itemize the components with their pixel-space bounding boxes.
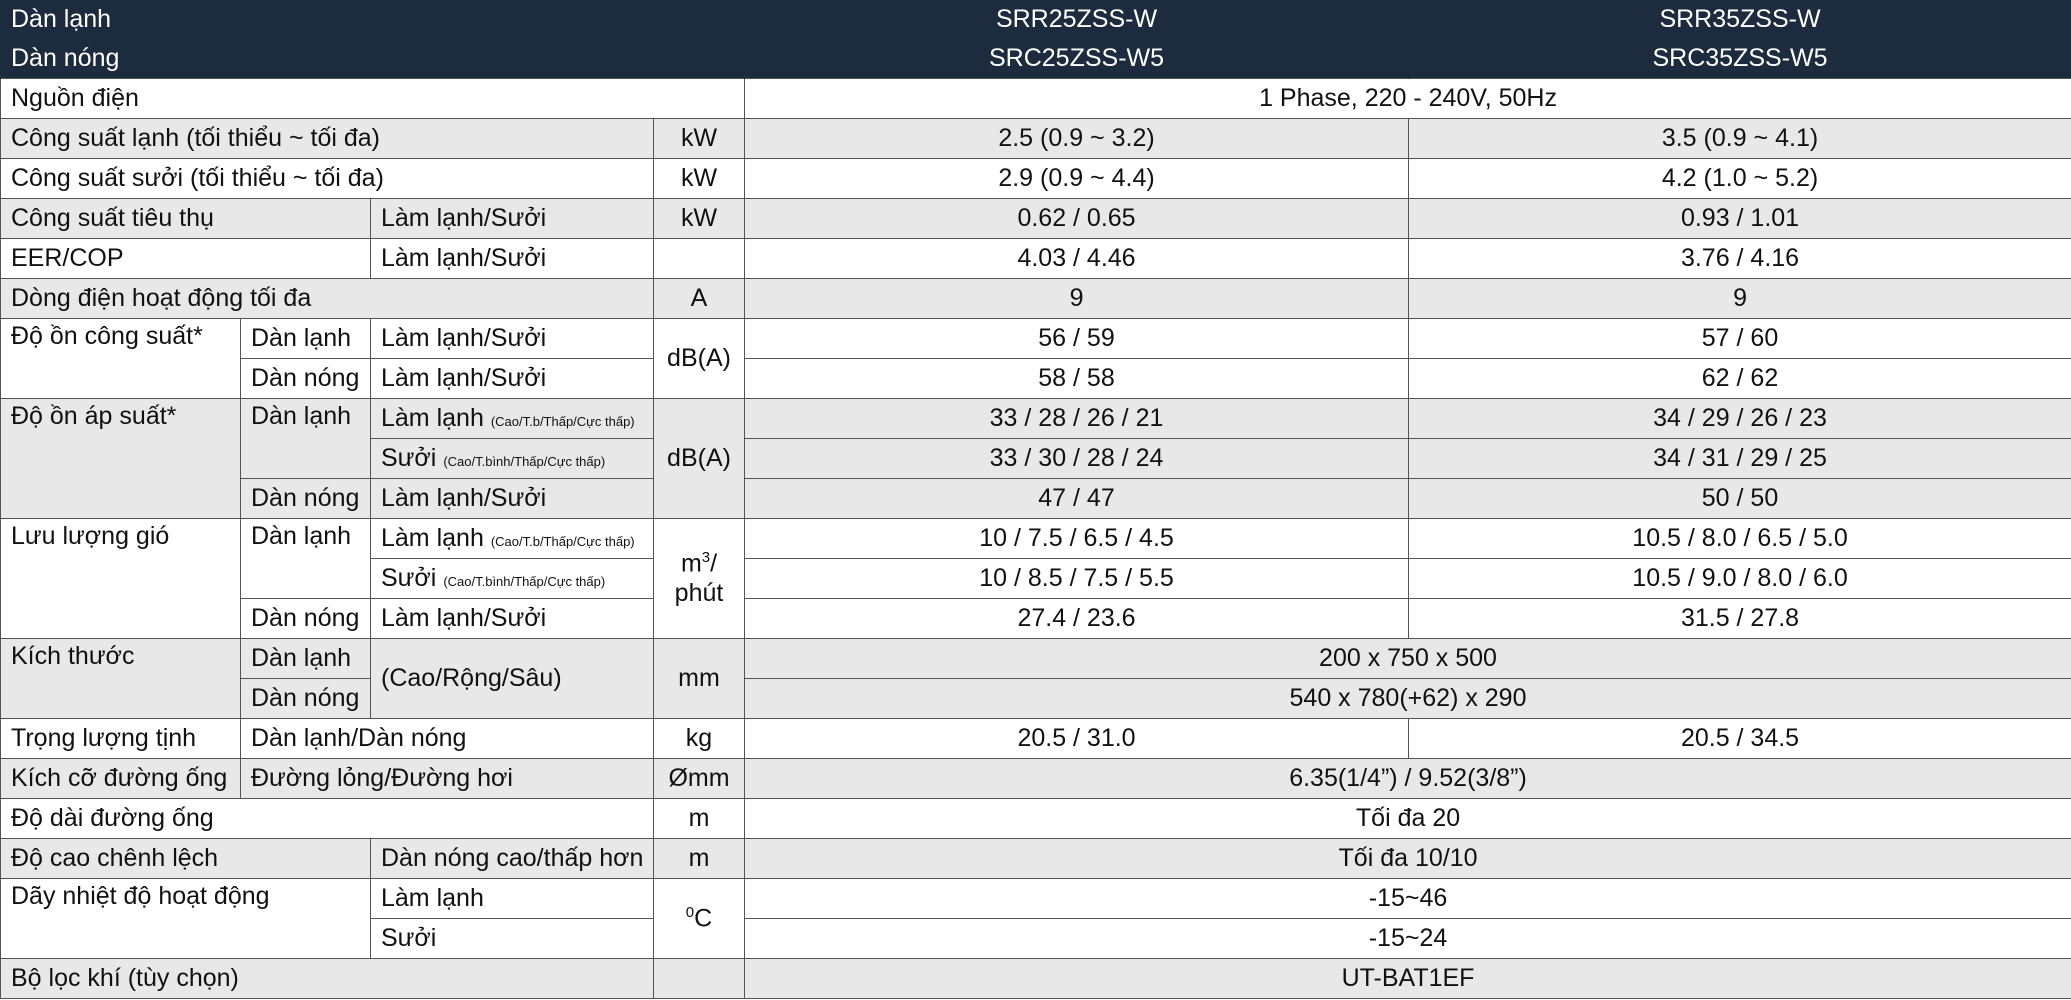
dimensions-sub: (Cao/Rộng/Sâu) [371,639,654,719]
header-row-indoor [1,0,2071,39]
dimensions-indoor: Dàn lạnh [241,639,371,679]
row-airflow-cool [1,519,2071,559]
row-dimensions-indoor [1,639,2071,679]
temp-range-unit: $^0$C [654,879,745,959]
airflow-heat-note: (Cao/T.bình/Thấp/Cực thấp) [443,574,606,589]
sound-power-outdoor: Dàn nóng [241,359,371,399]
row-height-diff [1,839,2071,879]
air-filter-label: Bộ lọc khí (tùy chọn) [1,959,654,999]
row-eer-cop [1,239,2071,279]
sound-pressure-label: Độ ồn áp suất* [1,399,241,519]
airflow-heat-mode: Sưởi (Cao/T.bình/Thấp/Cực thấp) [371,559,654,599]
temp-range-label: Dãy nhiệt độ hoạt động [1,879,371,959]
airflow-cool-v1: 10 / 7.5 / 6.5 / 4.5 [745,519,1409,559]
cooling-capacity-unit: kW [654,119,745,159]
row-pipe-size [1,759,2071,799]
airflow-outdoor: Dàn nóng [241,599,371,639]
temp-range-cool: Làm lạnh [371,879,654,919]
sound-pressure-unit: dB(A) [654,399,745,519]
airflow-cool-note: (Cao/T.b/Thấp/Cực thấp) [490,534,635,549]
sound-pressure-outdoor: Dàn nóng [241,479,371,519]
power-source-value: 1 Phase, 220 - 240V, 50Hz [745,79,2071,119]
max-current-label: Dòng điện hoạt động tối đa [1,279,654,319]
power-source-label: Nguồn điện [1,79,745,119]
pipe-length-unit: m [654,799,745,839]
eer-cop-sub: Làm lạnh/Sưởi [371,239,654,279]
airflow-cool-mode: Làm lạnh (Cao/T.b/Thấp/Cực thấp) [371,519,654,559]
max-current-v2: 9 [1409,279,2071,319]
temp-range-heat-value: -15~24 [745,919,2071,959]
dimensions-label: Kích thước [1,639,241,719]
airflow-heat-v2: 10.5 / 9.0 / 8.0 / 6.0 [1409,559,2071,599]
airflow-heat-v1: 10 / 8.5 / 7.5 / 5.5 [745,559,1409,599]
height-diff-label: Độ cao chênh lệch [1,839,371,879]
row-sound-power-outdoor [1,359,2071,399]
eer-cop-unit [654,239,745,279]
height-diff-unit: m [654,839,745,879]
air-filter-value: UT-BAT1EF [745,959,2071,999]
sound-pressure-heat-mode: Sưởi (Cao/T.bình/Thấp/Cực thấp) [371,439,654,479]
sound-pressure-outdoor-v2: 50 / 50 [1409,479,2071,519]
row-net-weight [1,719,2071,759]
sound-pressure-indoor: Dàn lạnh [241,399,371,479]
header-outdoor-label: Dàn nóng [1,39,745,79]
row-airflow-outdoor [1,599,2071,639]
sound-pressure-outdoor-mode: Làm lạnh/Sưởi [371,479,654,519]
net-weight-v1: 20.5 / 31.0 [745,719,1409,759]
pipe-size-value: 6.35(1/4”) / 9.52(3/8”) [745,759,2071,799]
heating-capacity-v2: 4.2 (1.0 ~ 5.2) [1409,159,2071,199]
sound-power-indoor-mode: Làm lạnh/Sưởi [371,319,654,359]
sound-pressure-cool-v1: 33 / 28 / 26 / 21 [745,399,1409,439]
row-air-filter [1,959,2071,999]
cooling-capacity-label: Công suất lạnh (tối thiểu ~ tối đa) [1,119,654,159]
row-sound-power-indoor [1,319,2071,359]
cooling-capacity-v1: 2.5 (0.9 ~ 3.2) [745,119,1409,159]
power-consumption-unit: kW [654,199,745,239]
airflow-outdoor-v2: 31.5 / 27.8 [1409,599,2071,639]
heating-capacity-v1: 2.9 (0.9 ~ 4.4) [745,159,1409,199]
airflow-outdoor-mode: Làm lạnh/Sưởi [371,599,654,639]
height-diff-value: Tối đa 10/10 [745,839,2071,879]
net-weight-v2: 20.5 / 34.5 [1409,719,2071,759]
power-consumption-v1: 0.62 / 0.65 [745,199,1409,239]
power-consumption-v2: 0.93 / 1.01 [1409,199,2071,239]
sound-power-label: Độ ồn công suất* [1,319,241,399]
heating-capacity-label: Công suất sưởi (tối thiểu ~ tối đa) [1,159,654,199]
airflow-indoor: Dàn lạnh [241,519,371,599]
airflow-label: Lưu lượng gió [1,519,241,639]
row-temp-range-cool [1,879,2071,919]
header-model1-outdoor: SRC25ZSS-W5 [745,39,1409,79]
airflow-cool-v2: 10.5 / 8.0 / 6.5 / 5.0 [1409,519,2071,559]
power-consumption-sub: Làm lạnh/Sưởi [371,199,654,239]
eer-cop-label: EER/COP [1,239,371,279]
row-cooling-capacity [1,119,2071,159]
net-weight-label: Trọng lượng tịnh [1,719,241,759]
power-consumption-label: Công suất tiêu thụ [1,199,371,239]
header-model1-indoor: SRR25ZSS-W [745,0,1409,39]
temp-range-cool-value: -15~46 [745,879,2071,919]
row-max-current [1,279,2071,319]
temp-range-heat: Sưởi [371,919,654,959]
net-weight-unit: kg [654,719,745,759]
sound-power-outdoor-v1: 58 / 58 [745,359,1409,399]
dimensions-outdoor-value: 540 x 780(+62) x 290 [745,679,2071,719]
sound-pressure-heat-v2: 34 / 31 / 29 / 25 [1409,439,2071,479]
row-heating-capacity [1,159,2071,199]
pipe-size-label: Kích cỡ đường ống [1,759,241,799]
cooling-capacity-v2: 3.5 (0.9 ~ 4.1) [1409,119,2071,159]
dimensions-outdoor: Dàn nóng [241,679,371,719]
net-weight-sub: Dàn lạnh/Dàn nóng [241,719,654,759]
sound-pressure-heat-v1: 33 / 30 / 28 / 24 [745,439,1409,479]
row-sound-pressure-cool [1,399,2071,439]
sound-power-indoor-v2: 57 / 60 [1409,319,2071,359]
sound-power-outdoor-mode: Làm lạnh/Sưởi [371,359,654,399]
sound-pressure-heat-note: (Cao/T.bình/Thấp/Cực thấp) [443,454,606,469]
eer-cop-v1: 4.03 / 4.46 [745,239,1409,279]
header-indoor-label: Dàn lạnh [1,0,745,39]
max-current-v1: 9 [745,279,1409,319]
pipe-length-value: Tối đa 20 [745,799,2071,839]
max-current-unit: A [654,279,745,319]
row-power-consumption [1,199,2071,239]
airflow-unit: $m^3/$ phút [654,519,745,639]
airflow-outdoor-v1: 27.4 / 23.6 [745,599,1409,639]
row-pipe-length [1,799,2071,839]
sound-pressure-cool-mode: Làm lạnh (Cao/T.b/Thấp/Cực thấp) [371,399,654,439]
sound-pressure-outdoor-v1: 47 / 47 [745,479,1409,519]
header-model2-indoor: SRR35ZSS-W [1409,0,2071,39]
pipe-length-label: Độ dài đường ống [1,799,654,839]
eer-cop-v2: 3.76 / 4.16 [1409,239,2071,279]
pipe-size-unit: Ømm [654,759,745,799]
dimensions-indoor-value: 200 x 750 x 500 [745,639,2071,679]
sound-power-outdoor-v2: 62 / 62 [1409,359,2071,399]
sound-power-unit: dB(A) [654,319,745,399]
row-sound-pressure-outdoor [1,479,2071,519]
pipe-size-sub: Đường lỏng/Đường hơi [241,759,654,799]
dimensions-unit: mm [654,639,745,719]
header-model2-outdoor: SRC35ZSS-W5 [1409,39,2071,79]
sound-pressure-cool-note: (Cao/T.b/Thấp/Cực thấp) [490,414,635,429]
heating-capacity-unit: kW [654,159,745,199]
row-power-source [1,79,2071,119]
air-filter-unit [654,959,745,999]
height-diff-sub: Dàn nóng cao/thấp hơn [371,839,654,879]
sound-pressure-cool-v2: 34 / 29 / 26 / 23 [1409,399,2071,439]
row-dimensions-outdoor [1,679,2071,719]
sound-power-indoor: Dàn lạnh [241,319,371,359]
header-row-outdoor [1,39,2071,79]
sound-power-indoor-v1: 56 / 59 [745,319,1409,359]
